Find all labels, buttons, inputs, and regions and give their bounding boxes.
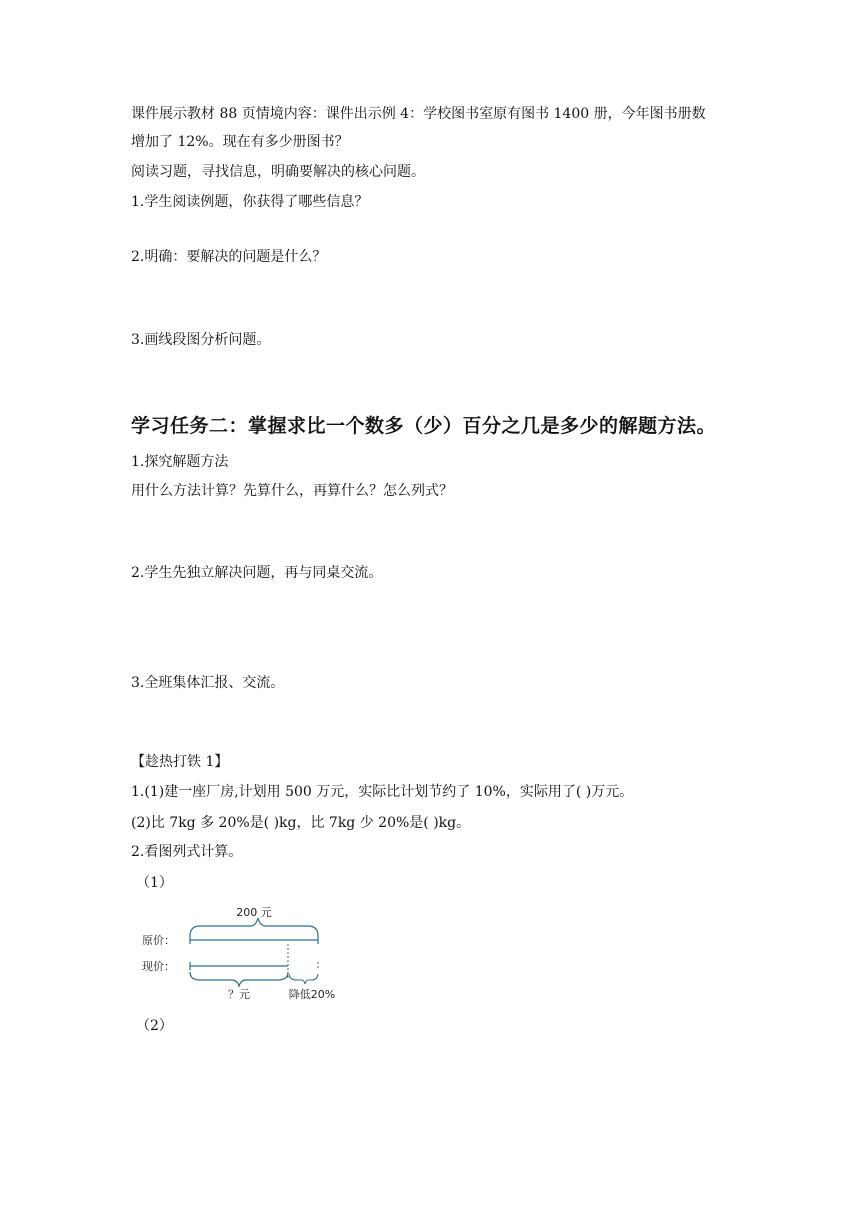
reduce-brace	[289, 974, 318, 984]
intro-question-2: 2.明确：要解决的问题是什么？	[131, 249, 327, 265]
intro-question-1: 1.学生阅读例题，你获得了哪些信息？	[131, 194, 369, 210]
practice-item-3: 2.看图列式计算。	[131, 844, 243, 860]
total-brace	[190, 918, 318, 936]
practice-item-1: 1.(1)建一座厂房,计划用 500 万元，实际比计划节约了 10%，实际用了( )万元。	[131, 784, 634, 800]
intro-question-3: 3.画线段图分析问题。	[131, 332, 271, 348]
practice-sub-1: （1）	[136, 875, 173, 891]
total-label: 200 元	[236, 906, 272, 919]
task2-step-2: 2.学生先独立解决问题，再与同桌交流。	[131, 565, 383, 581]
practice-title: 【趁热打铁 1】	[131, 754, 229, 770]
intro-line-2: 增加了 12%。现在有多少册图书？	[131, 134, 349, 150]
task2-step-1: 1.探究解题方法	[131, 454, 229, 470]
unknown-label: ？元	[228, 988, 250, 1001]
unknown-brace	[190, 972, 288, 986]
intro-read: 阅读习题，寻找信息，明确要解决的核心问题。	[131, 164, 425, 180]
task2-heading: 学习任务二：掌握求比一个数多（少）百分之几是多少的解题方法。	[131, 415, 717, 437]
current-label: 现价：	[142, 960, 175, 973]
practice-sub-2: （2）	[136, 1018, 173, 1034]
task2-step-3: 3.全班集体汇报、交流。	[131, 675, 285, 691]
intro-line-1: 课件展示教材 88 页情境内容：课件出示例 4：学校图书室原有图书 1400 册，今年图书册数	[131, 106, 706, 122]
practice-item-2: (2)比 7kg 多 20%是( )kg，比 7kg 少 20%是( )kg。	[131, 815, 471, 831]
original-label: 原价：	[142, 934, 175, 947]
task2-step-1-detail: 用什么方法计算？先算什么，再算什么？怎么列式？	[131, 483, 453, 499]
reduce-label: 降低20%	[288, 988, 336, 1001]
price-segment-diagram	[130, 898, 350, 1002]
